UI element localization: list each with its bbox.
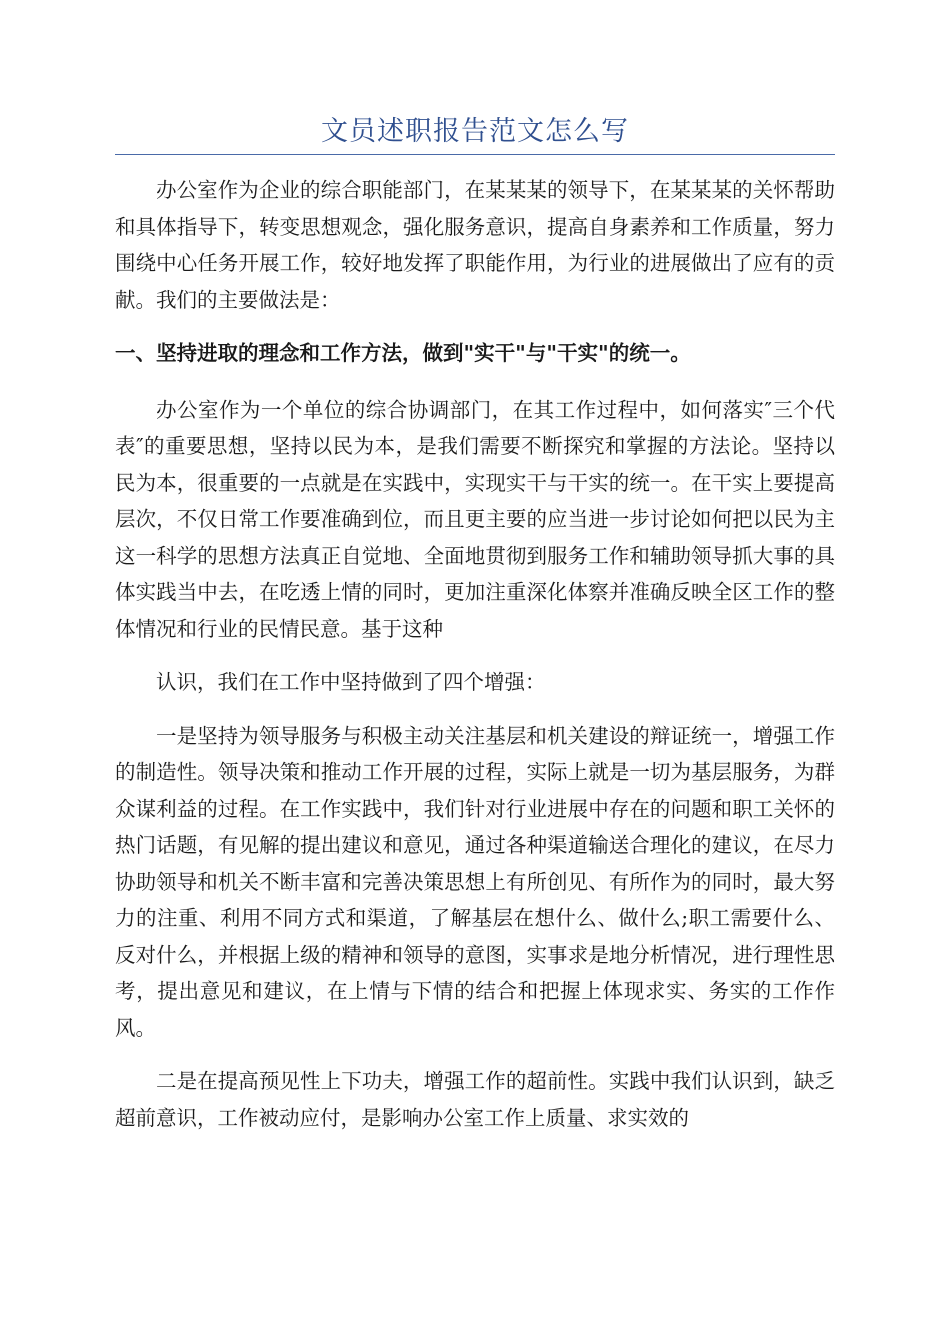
- document-title: 文员述职报告范文怎么写: [321, 116, 629, 147]
- paragraph-intro: 办公室作为企业的综合职能部门，在某某某的领导下，在某某某的关怀帮助和具体指导下，转变思想观念，强化服务意识，提高自身素养和工作质量，努力围绕中心任务开展工作，较好地发挥了职能作用，为行业的进展做出了应有的贡献。我们的主要做法是：: [115, 178, 835, 312]
- paragraph-point-2: 二是在提高预见性上下功夫，增强工作的超前性。实践中我们认识到，缺乏超前意识，工作被动应付，是影响办公室工作上质量、求实效的: [115, 1069, 835, 1130]
- paragraph-point-1: 一是坚持为领导服务与积极主动关注基层和机关建设的辩证统一，增强工作的制造性。领导决策和推动工作开展的过程，实际上就是一切为基层服务，为群众谋利益的过程。在工作实践中，我们针对行业进展中存在的问题和职工关怀的热门话题，有见解的提出建议和意见，通过各种渠道输送合理化的建议，在尽力协助领导和机关不断丰富和完善决策思想上有所创见、有所作为的同时，最大努力的注重、利用不同方式和渠道，了解基层在想什么、做什么;职工需要什么、反对什么，并根据上级的精神和领导的意图，实事求是地分析情况，进行理性思考，提出意见和建议，在上情与下情的结合和把握上体现求实、务实的工作作风。: [115, 723, 835, 1040]
- paragraph-section-1: 办公室作为一个单位的综合协调部门，在其工作过程中，如何落实″三个代表″的重要思想，坚持以民为本，是我们需要不断探究和掌握的方法论。坚持以民为本，很重要的一点就是在实践中，实现实干与干实的统一。在干实上要提高层次，不仅日常工作要准确到位，而且更主要的应当进一步讨论如何把以民为主这一科学的思想方法真正自觉地、全面地贯彻到服务工作和辅助领导抓大事的具体实践当中去，在吃透上情的同时，更加注重深化体察并准确反映全区工作的整体情况和行业的民情民意。基于这种: [115, 397, 835, 641]
- paragraph-four-strengthen: 认识，我们在工作中坚持做到了四个增强：: [156, 670, 546, 694]
- document-body: [115, 172, 835, 1153]
- section-heading-1: 一、坚持进取的理念和工作方法，做到"实干"与"干实"的统一。: [115, 341, 691, 365]
- title-underline: [115, 154, 835, 155]
